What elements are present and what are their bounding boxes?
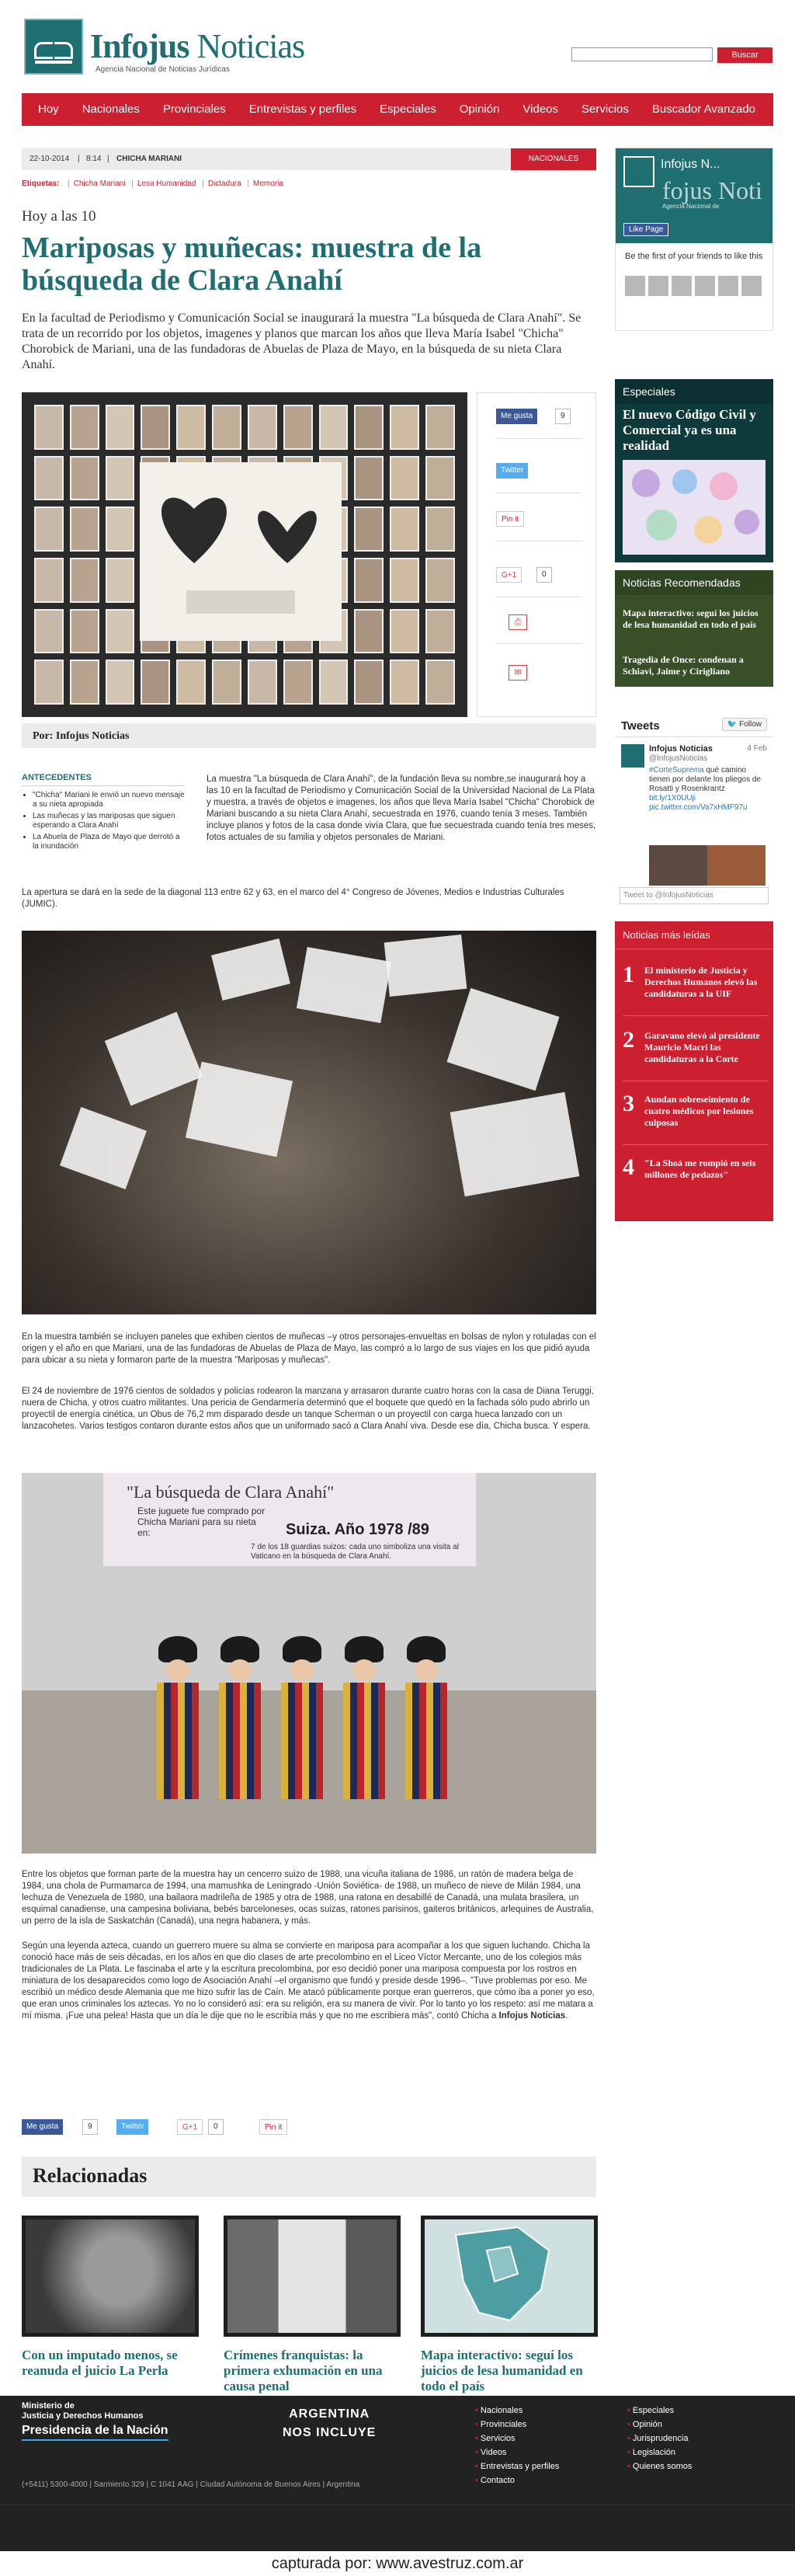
doll-tile (425, 456, 455, 501)
antecedente-link[interactable]: • "Chicha" Mariani le envió un nuevo mensaje a su nieta apropiada (33, 791, 185, 809)
footer-ministerio[interactable]: Ministerio de Justicia y Derechos Humanos (22, 2401, 144, 2421)
doll-tile (425, 558, 455, 603)
author-bar (22, 723, 596, 748)
gplus-button[interactable]: G+1 (177, 2119, 203, 2135)
footer-link[interactable]: • Legislación (627, 2445, 692, 2459)
doll-tile (248, 405, 277, 450)
doll-tile (425, 660, 455, 705)
logo-subtitle: Agencia Nacional de Noticias Jurídicas (95, 65, 230, 74)
article-date: 22-10-2014 (30, 155, 70, 163)
doll-tile (319, 660, 349, 705)
share-bottom-row (22, 2119, 596, 2135)
tweet-text: #CorteSuprema qué camino tienen por delante los pliegos de Rosatti y Rosenkrantz bit.ly/1X0UUji pic.twitter.com/Va7xHMF97u (649, 766, 761, 812)
fb-first-text: Be the first of your friends to like this (625, 252, 763, 261)
paragraph-5: Entre los objetos que forman parte de la muestra hay un cencerro suizo de 1988, una vicuña italiana de 1986, un ratón de madera belga de 1984, una chola de Purmamarca de 1994, una mamushka de Leningrado -Unión Soviética- de 1988, un muñeco de nieve de Milán 1984, una lechuza de Venezuela de 1980, una bailaora madrileña de 1985 y otra de 1988, una ratona en desabillé de Canadá, una mulata brasilera, un esquimal canadiense, una campesina boliviana, bebés barceloneses, ocas suizas, ratones parisinos, gaiteros británicos, arlequines de Australia, un perro de la isla de Saskatchán (Canadá), una negra habanera, y más. (22, 1870, 594, 1926)
footer-address: (+5411) 5300-4000 | Sarmiento 329 | C 1041 AAG | Ciudad Autónoma de Buenos Aires | Argentina (22, 2480, 360, 2489)
doll-tile (70, 558, 99, 603)
doll-tile (354, 506, 384, 552)
paragraph-4: El 24 de noviembre de 1976 cientos de soldados y policías rodearon la manzana y arrasaron durante cuatro horas con la casa de Diana Teruggi, nuera de Chicha, y otros cuatro militantes. Una pericia de Gendarmería determinó que el boquete que quedó en la fachada sólo pudo abrirlo un proyectil de energía cinética, un Obus de 76,2 mm disparado desde un tanque Scherman o un proyectil con carga hueca lanzado con un lanzacohetes. Varios testigos contaron durante estos años que un uniformado sacó a Clara Anahí viva. Desde ese día, Chicha busca. Y espera. (22, 1387, 594, 1431)
tweet-photo[interactable] (649, 845, 765, 886)
fb-page-name[interactable]: Infojus N... (661, 158, 720, 171)
footer-presidencia[interactable]: Presidencia de la Nación (22, 2424, 168, 2441)
footer-link[interactable]: • Entrevistas y perfiles (475, 2459, 559, 2473)
site-header (0, 0, 795, 93)
doll-tile (176, 660, 206, 705)
paragraph-1: La muestra "La búsqueda de Clara Anahí", de la fundación lleva su nombre,se inaugurará hoy a las 10 en la facultad de Periodismo y Comunicación Social de la Universidad Nacional de La Plata y muestra, a través de objetos e imagenes, los años que lleva María Isabel "Chicha" Chorobick de Mariani buscando a su nieta Clara Anahí, secuestrada en 1976, cuando tenía 3 meses. También incluye planos y fotos de la casa donde vivía Clara, que fue secuestrada cuando tenía tres meses, fotos actuales de su familia y objetos personales de Mariani. (207, 775, 596, 842)
twitter-bird-icon: 🐦 (727, 720, 738, 729)
recomendada-link[interactable]: Mapa interactivo: seguí los juicios de lesa humanidad en todo el país (623, 607, 759, 630)
facebook-like-button[interactable]: Me gusta (496, 409, 537, 424)
butterfly-heart-poster (140, 462, 342, 641)
doll-tile (34, 609, 64, 654)
related-image[interactable] (22, 2216, 199, 2337)
doll-tile (70, 609, 99, 654)
related-image[interactable] (224, 2216, 401, 2337)
related-title[interactable]: Crímenes franquistas: la primera exhumación en una causa penal (224, 2348, 383, 2393)
footer-link[interactable]: • Contacto (475, 2473, 559, 2487)
nav-hoy[interactable]: Hoy (38, 103, 59, 116)
tweet-date[interactable]: 4 Feb (747, 744, 767, 753)
antecedentes-title: ANTECEDENTES (22, 773, 185, 786)
mas-leida-item[interactable]: 2 Garavano elevó al presidente Mauricio Macri las candidaturas a la Corte (623, 1027, 769, 1081)
related-card[interactable] (421, 2216, 598, 2394)
nav-opinion[interactable]: Opinión (459, 103, 500, 116)
butterflies-photo (22, 931, 596, 1314)
mas-leida-item[interactable]: 4 "La Shoá me rompió en seis millones de pedazos" (623, 1154, 756, 1180)
doll-tile (354, 609, 384, 654)
related-image[interactable] (421, 2216, 598, 2337)
section-badge[interactable]: NACIONALES (511, 148, 596, 170)
exhibit-sign: "La búsqueda de Clara Anahí" Este juguete fue comprado por Chicha Mariani para su nieta en: Suiza. Año 1978 /89 7 de los 18 guardias suizos: cada uno simboliza una visita al Vaticano en la búsqueda de Clara Anahí. (103, 1473, 476, 1566)
recomendada-link[interactable]: Tragedia de Once: condenan a Schiavi, Jaime y Cirigliano (623, 654, 744, 677)
doll-tile (354, 558, 384, 603)
tweets-label: Tweets (621, 719, 660, 733)
related-header: Relacionadas (22, 2157, 596, 2197)
doll-tile (354, 660, 384, 705)
doll-tile (176, 405, 206, 450)
doll-tile (70, 456, 99, 501)
recomendadas-label: Noticias Recomendadas (615, 570, 773, 595)
doll-tile (70, 660, 99, 705)
related-card[interactable] (224, 2216, 401, 2394)
nav-servicios[interactable]: Servicios (581, 103, 629, 116)
doll-tile (212, 660, 241, 705)
mas-leida-item[interactable]: 1 El ministerio de Justicia y Derechos Humanos elevó las candidaturas a la UIF (623, 962, 769, 1016)
mas-leidas-box (615, 921, 773, 1221)
fb-friend-faces (625, 276, 765, 298)
paragraph-2: La apertura se dará en la sede de la diagonal 113 entre 62 y 63, en el marco del 4° Congreso de Jóvenes, Medios e Industrias Culturales (JUMIC). (22, 888, 564, 909)
print-icon[interactable]: ⎙ (509, 614, 527, 630)
facebook-page-widget: Infojus N... fojus Noti Agencia Nacional de Like Page Be the first of your friends to like this (615, 148, 773, 331)
footer-link[interactable]: • Videos (475, 2445, 559, 2459)
twitter-widget (615, 713, 773, 907)
antecedente-link[interactable]: • La Abuela de Plaza de Mayo que derrotó a la inundación (33, 833, 185, 851)
doll-tile (354, 405, 384, 450)
nav-nacionales[interactable]: Nacionales (82, 103, 140, 116)
search-button[interactable]: Buscar (717, 47, 772, 63)
doll-tile (354, 456, 384, 501)
footer-link[interactable]: • Provinciales (475, 2418, 559, 2432)
main-nav (22, 93, 773, 126)
mas-leidas-label: Noticias más leídas (615, 921, 773, 949)
doll-tile (34, 558, 64, 603)
tag-link[interactable]: Memoria (253, 179, 283, 188)
article-overline: Hoy a las 10 (22, 208, 96, 225)
doll-tile (390, 609, 419, 654)
nav-entrevistas[interactable]: Entrevistas y perfiles (248, 103, 357, 116)
swiss-guards-photo (22, 1473, 596, 1854)
doll-tile (70, 506, 99, 552)
mas-leida-item[interactable]: 3 Aundan sobreseimiento de cuatro médicos por lesiones culposas (623, 1091, 769, 1145)
related-title[interactable]: Con un imputado menos, se reanuda el juicio La Perla (22, 2348, 178, 2378)
footer-link[interactable]: • Opinión (627, 2418, 692, 2432)
especiales-image[interactable] (623, 460, 765, 555)
nav-especiales[interactable]: Especiales (380, 103, 436, 116)
doll-tile (106, 558, 135, 603)
paragraph-6: Según una leyenda azteca, cuando un guerrero muere su alma se convierte en mariposa para acompañar a los que siguen luchando. Chicha la conoció hace más de seis décadas, en los años en que dio clases de arte precolombino en el Liceo Víctor Mercante, uno de los colegios más tradicionales de La Plata. Le fascinaba el arte y la escritura precolombina, por eso decidió poner una mariposa compuesta por los rostros en miniatura de los desaparecidos como logo de Asociación Anahí –el organismo que fundó y preside desde 1996–. "Tuve problemas por eso. Me escribió un médico desde Alemania que me hizo sufrir las de Caín. Me atacó públicamente porque eran guerreros, que cómo iba a poner yo eso, que eran unos criminales los aztecas. Yo no lo consideró así: era su religión, era su manera de vivir. Por lo tanto yo los respeto: así me matara a mí misma. ¡Fue una pelea! Hasta que un día le dije que no le escribía más y que no me escribiera más", contó Chicha a Infojus Noticias. (22, 1941, 595, 2021)
capture-watermark: capturada por: www.avestruz.com.ar (0, 2551, 795, 2576)
doll-tile (34, 405, 64, 450)
tag-link[interactable]: Chicha Mariani (73, 179, 126, 188)
doll-tile (34, 506, 64, 552)
twitter-button[interactable]: Twitter (496, 463, 528, 479)
doll-tile (390, 558, 419, 603)
footer-argentina-logo: ARGENTINA NOS INCLUYE (283, 2407, 377, 2439)
tweet-to-input[interactable]: Tweet to @InfojusNoticias (620, 887, 769, 904)
twitter-button[interactable]: Twitter (116, 2119, 148, 2135)
doll-tile (34, 660, 64, 705)
article-time: 8:14 (86, 155, 102, 163)
twitter-follow-button[interactable]: 🐦 Follow (722, 718, 767, 731)
doll-tile (425, 506, 455, 552)
footer-link[interactable]: • Servicios (475, 2432, 559, 2445)
facebook-count: 9 (82, 2119, 98, 2135)
tweet-author[interactable]: Infojus Noticias (649, 744, 713, 754)
twitter-avatar[interactable] (621, 744, 644, 768)
doll-tile (425, 609, 455, 654)
related-title[interactable]: Mapa interactivo: seguí los juicios de lesa humanidad en todo el país (421, 2348, 583, 2393)
tags-label: Etiquetas: (22, 179, 60, 188)
doll-tile (106, 660, 135, 705)
fb-like-page-button[interactable]: Like Page (623, 223, 668, 236)
paragraph-3: En la muestra también se incluyen paneles que exhiben cientos de muñecas –y otros personajes-envueltas en bolsas de nylon y rotuladas con el origen y el año en que Mariani, una de las fundadoras de Abuelas de Plaza de Mayo, las compró a lo largo de sus viajes en los que pidió ayuda para ubicar a su nieta y formaron parte de la muestra "Mariposas y muñecas". (22, 1332, 596, 1365)
footer-links-col2 (627, 2404, 692, 2473)
doll-tile (141, 405, 170, 450)
gplus-count: 0 (536, 567, 552, 583)
doll-tile (283, 660, 313, 705)
tags-row: Etiquetas: | Chicha Mariani | Lesa Humanidad | Dictadura | Memoria (22, 179, 283, 188)
antecedentes-box (22, 773, 185, 854)
footer-link[interactable]: • Quienes somos (627, 2459, 692, 2473)
site-footer (0, 2396, 795, 2551)
gplus-button[interactable]: G+1 (496, 567, 522, 583)
doll-tile (283, 405, 313, 450)
nav-videos[interactable]: Videos (522, 103, 559, 116)
tweet-handle[interactable]: @InfojusNoticias (649, 754, 708, 763)
pinterest-button[interactable]: Pin it (259, 2119, 287, 2135)
footer-links-col1 (475, 2404, 559, 2487)
antecedente-link[interactable]: • Las muñecas y las mariposas que siguen esperando a Clara Anahí (33, 812, 185, 830)
doll-tile (390, 456, 419, 501)
doll-tile (106, 506, 135, 552)
logo-icon[interactable] (24, 19, 83, 75)
tag-link[interactable]: Lesa Humanidad (137, 179, 196, 188)
footer-link[interactable]: • Jurisprudencia (627, 2432, 692, 2445)
doll-tile (106, 405, 135, 450)
page-logo-icon[interactable] (623, 156, 654, 187)
doll-tile (212, 405, 241, 450)
doll-tile (319, 405, 349, 450)
doll-tile (141, 660, 170, 705)
doll-tile (390, 660, 419, 705)
article-title: Mariposas y muñecas: muestra de la búsqueda de Clara Anahí (22, 231, 482, 297)
article-author: Por: Infojus Noticias (33, 730, 130, 742)
especiales-label: Especiales (615, 379, 773, 404)
footer-link[interactable]: • Nacionales (475, 2404, 559, 2418)
doll-tile (70, 405, 99, 450)
doll-tile (106, 609, 135, 654)
email-icon[interactable]: ✉ (509, 665, 527, 681)
tag-link[interactable]: Dictadura (207, 179, 241, 188)
related-card[interactable] (22, 2216, 199, 2379)
search-input[interactable] (571, 47, 713, 61)
facebook-like-button[interactable]: Me gusta (22, 2119, 63, 2135)
doll-tile (34, 456, 64, 501)
doll-tile (390, 405, 419, 450)
especiales-title[interactable]: El nuevo Código Civil y Comercial ya es una realidad (623, 407, 756, 453)
logo-title[interactable]: Infojus Noticias (90, 27, 305, 65)
nav-provinciales[interactable]: Provinciales (162, 103, 226, 116)
doll-tile (106, 456, 135, 501)
especiales-box (615, 379, 773, 562)
recomendadas-box (615, 570, 773, 687)
pinterest-button[interactable]: Pin it (496, 511, 524, 527)
doll-tile (390, 506, 419, 552)
hero-photo (22, 392, 467, 717)
nav-buscador[interactable]: Buscador Avanzado (651, 103, 756, 116)
footer-link[interactable]: • Especiales (627, 2404, 692, 2418)
facebook-count: 9 (555, 409, 571, 424)
share-panel (477, 392, 596, 717)
article-topic[interactable]: CHICHA MARIANI (116, 155, 182, 163)
article-meta-bar: 22-10-2014 | 8:14 | CHICHA MARIANI NACIONALES (22, 148, 596, 170)
doll-tile (425, 405, 455, 450)
gplus-count: 0 (208, 2119, 224, 2135)
doll-tile (248, 660, 277, 705)
article-lead: En la facultad de Periodismo y Comunicación Social se inaugurará la muestra "La búsqueda de Clara Anahí". Se trata de un recorrido por los objetos, imagenes y planos que marcan los años que lleva María Isabel "Chicha" Chorobick de Mariani, una de las fundadoras de Abuelas de Plaza de Mayo, en la búsqueda de su nieta Clara Anahí. (22, 312, 581, 371)
